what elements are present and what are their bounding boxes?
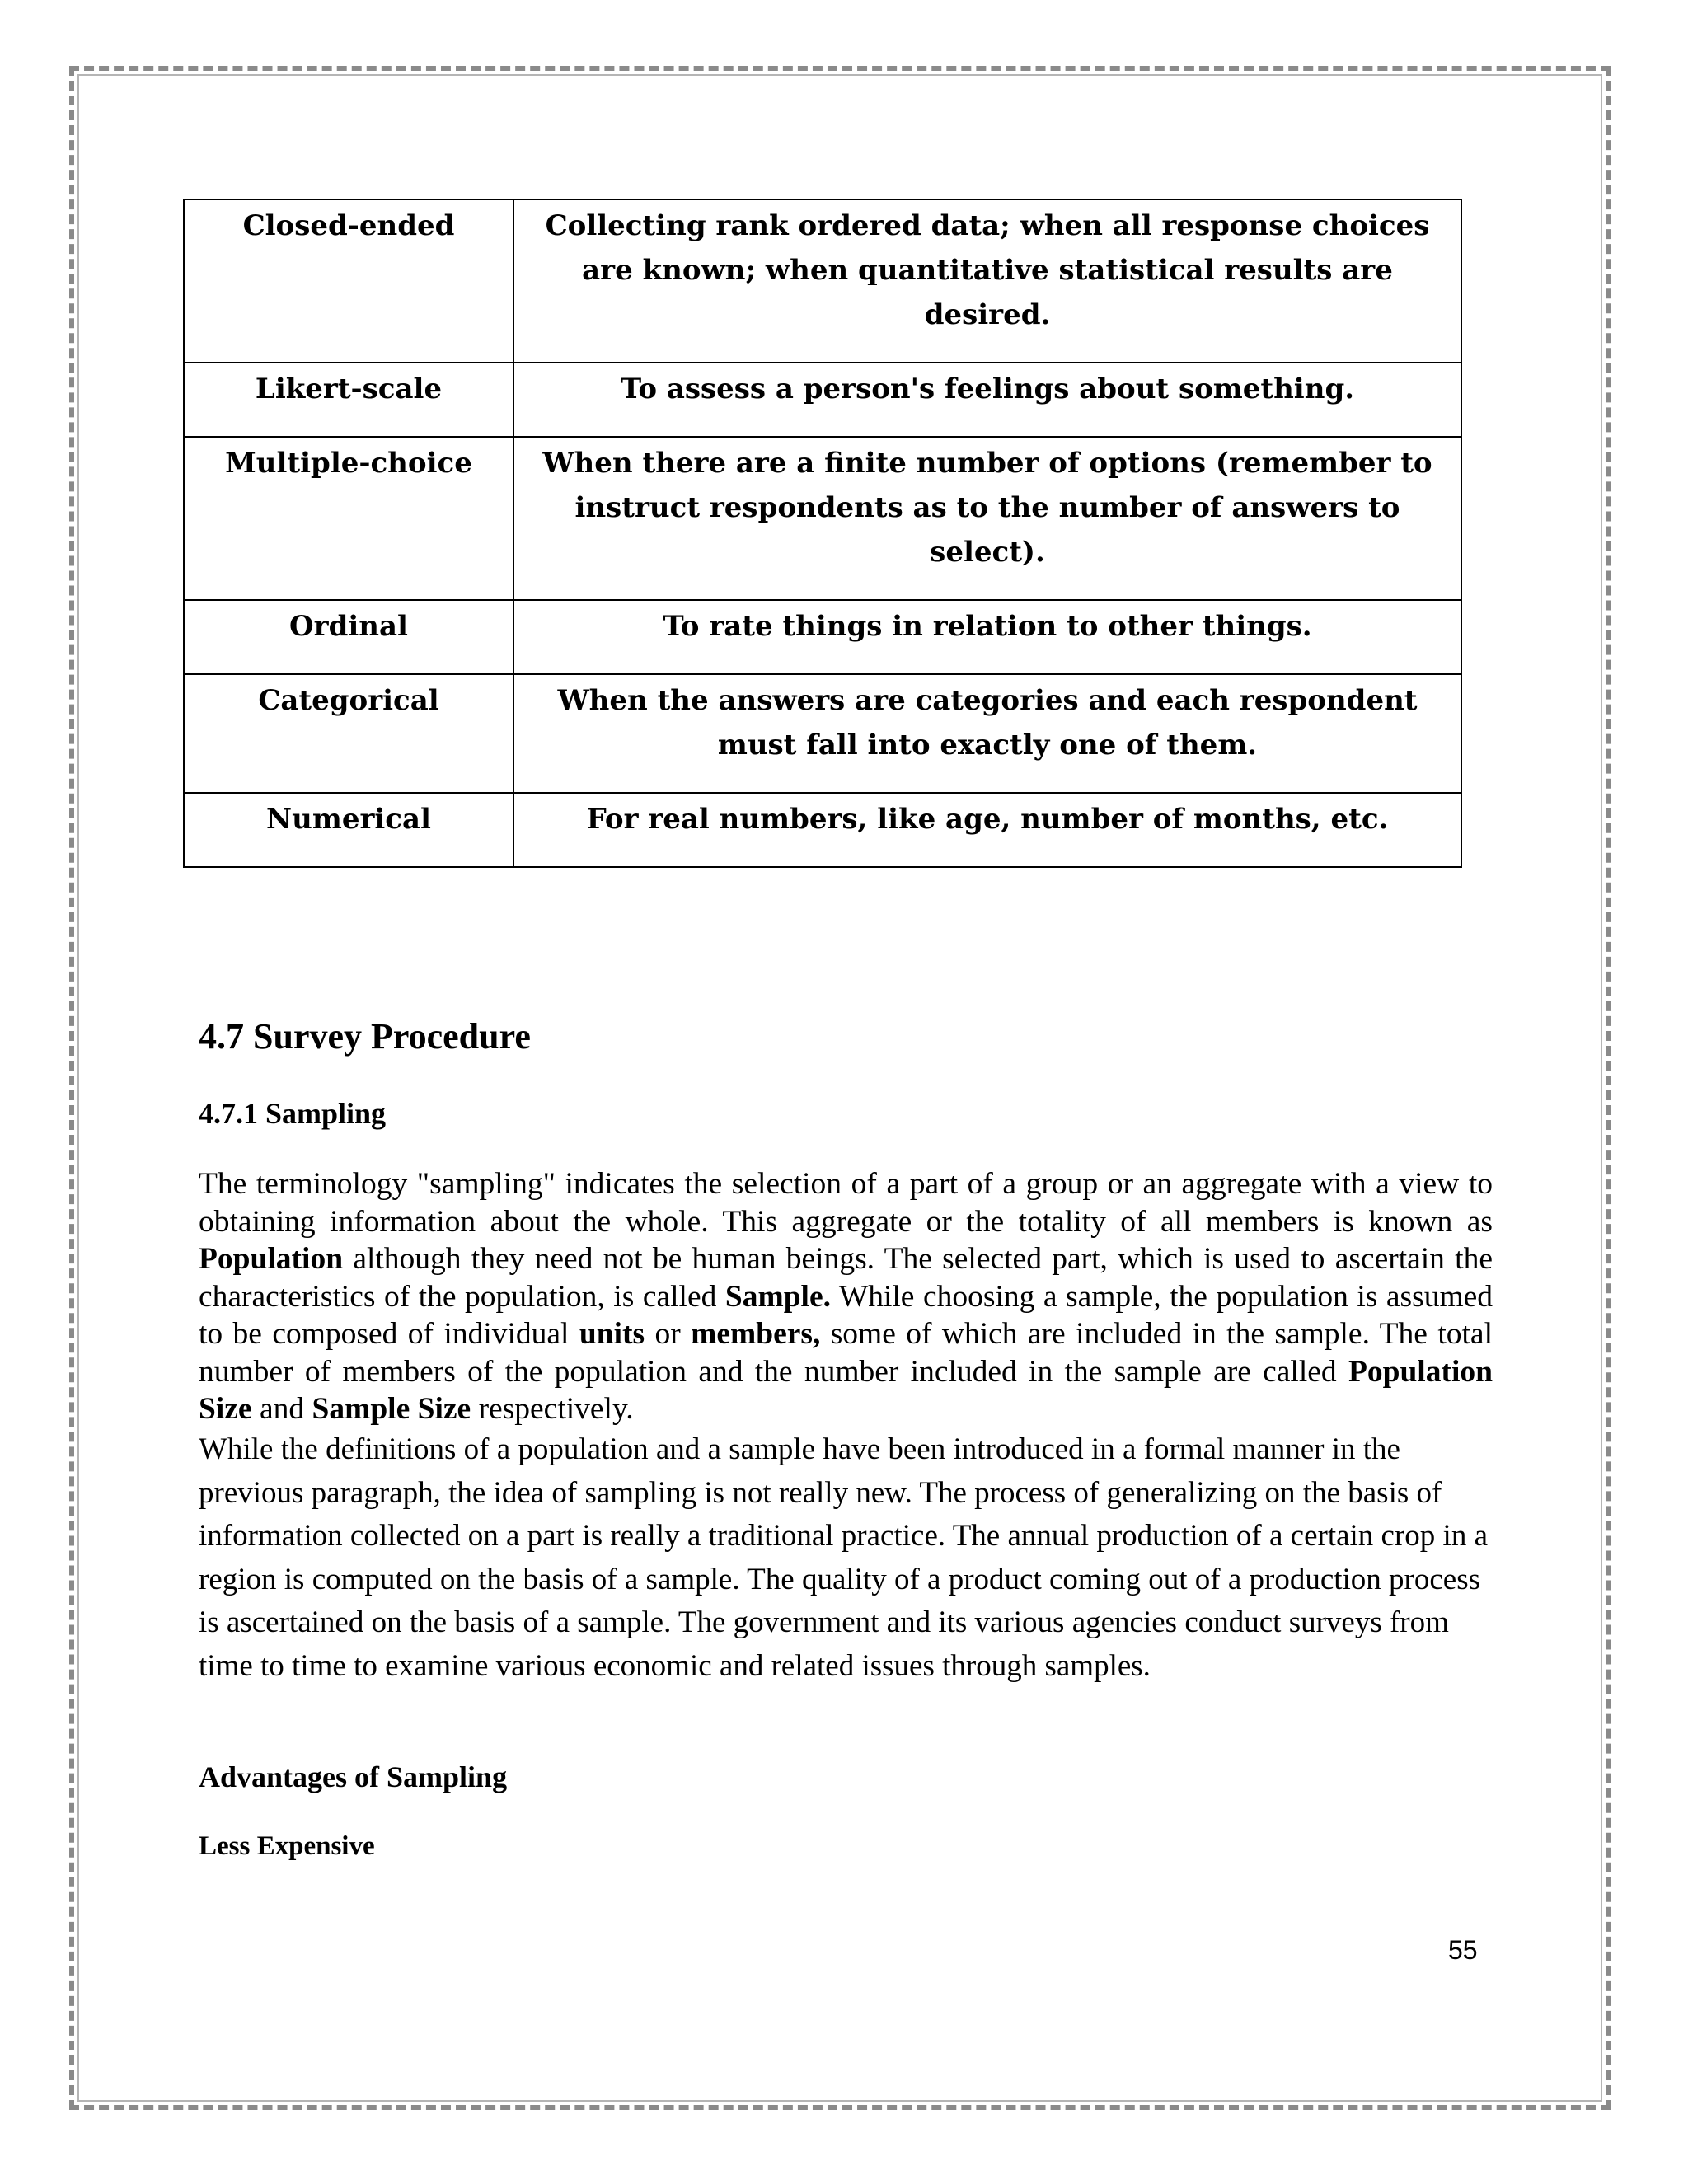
usage-cell: When there are a finite number of options (remember to instruct respondents as to the number of answers to select). — [513, 437, 1461, 600]
term-members: members, — [691, 1317, 821, 1351]
usage-cell: To assess a person's feelings about something. — [513, 363, 1461, 437]
usage-cell: When the answers are categories and each respondent must fall into exactly one of them. — [513, 674, 1461, 793]
term-population-size: Population Size — [199, 1354, 1493, 1426]
paragraph-text: The terminology "sampling" indicates the selection of a part of a group or an aggregate with a view to obtaining information about the whole. This aggregate or the totality of all members is known as — [199, 1167, 1493, 1239]
question-type-cell: Ordinal — [184, 600, 513, 674]
question-types-table — [183, 199, 1462, 868]
question-type-cell: Numerical — [184, 793, 513, 867]
usage-cell: To rate things in relation to other things. — [513, 600, 1461, 674]
less-expensive-heading: Less Expensive — [199, 1831, 375, 1861]
sampling-paragraph-2: While the definitions of a population and a sample have been introduced in a formal manner in the previous paragraph, the idea of sampling is not really new. The process of generalizing on the basis of information collected on a part is really a traditional practice. The annual production of a certain crop in a region is computed on the basis of a sample. The quality of a product coming out of a production process is ascertained on the basis of a sample. The government and its various agencies conduct surveys from time to time to examine various economic and related issues through samples. — [199, 1432, 1488, 1683]
table-row — [184, 793, 1461, 867]
table-row — [184, 363, 1461, 437]
sampling-paragraph-1 — [199, 1165, 1493, 1428]
question-type-cell: Likert-scale — [184, 363, 513, 437]
table-row — [184, 437, 1461, 600]
usage-cell: Collecting rank ordered data; when all response choices are known; when quantitative statistical results are desired. — [513, 199, 1461, 363]
subsection-heading: 4.7.1 Sampling — [199, 1097, 387, 1130]
section-heading: 4.7 Survey Procedure — [199, 1016, 531, 1057]
paragraph-text: or — [645, 1317, 692, 1351]
term-sample-size: Sample Size — [312, 1392, 471, 1426]
term-population: Population — [199, 1242, 344, 1276]
paragraph-text: and — [251, 1392, 312, 1426]
question-type-cell: Closed-ended — [184, 199, 513, 363]
question-type-cell: Categorical — [184, 674, 513, 793]
term-sample: Sample. — [724, 1279, 831, 1314]
page-number: 55 — [1448, 1935, 1478, 1965]
table-row — [184, 199, 1461, 363]
paragraph-text: although they need not be human beings. The selected part, which is used to ascertain the characteristics of the population, is called — [199, 1242, 1493, 1314]
question-type-cell: Multiple-choice — [184, 437, 513, 600]
paragraph-text: some of which are included in the sample. The total number of members of the population and the number included in the sample are called — [199, 1317, 1493, 1389]
table-row — [184, 600, 1461, 674]
usage-cell: For real numbers, like age, number of months, etc. — [513, 793, 1461, 867]
advantages-heading: Advantages of Sampling — [199, 1760, 508, 1793]
table-row — [184, 674, 1461, 793]
term-units: units — [579, 1317, 645, 1351]
paragraph-text: While choosing a sample, the population is assumed to be composed of individual — [199, 1279, 1493, 1351]
paragraph-text: respectively. — [471, 1392, 634, 1426]
